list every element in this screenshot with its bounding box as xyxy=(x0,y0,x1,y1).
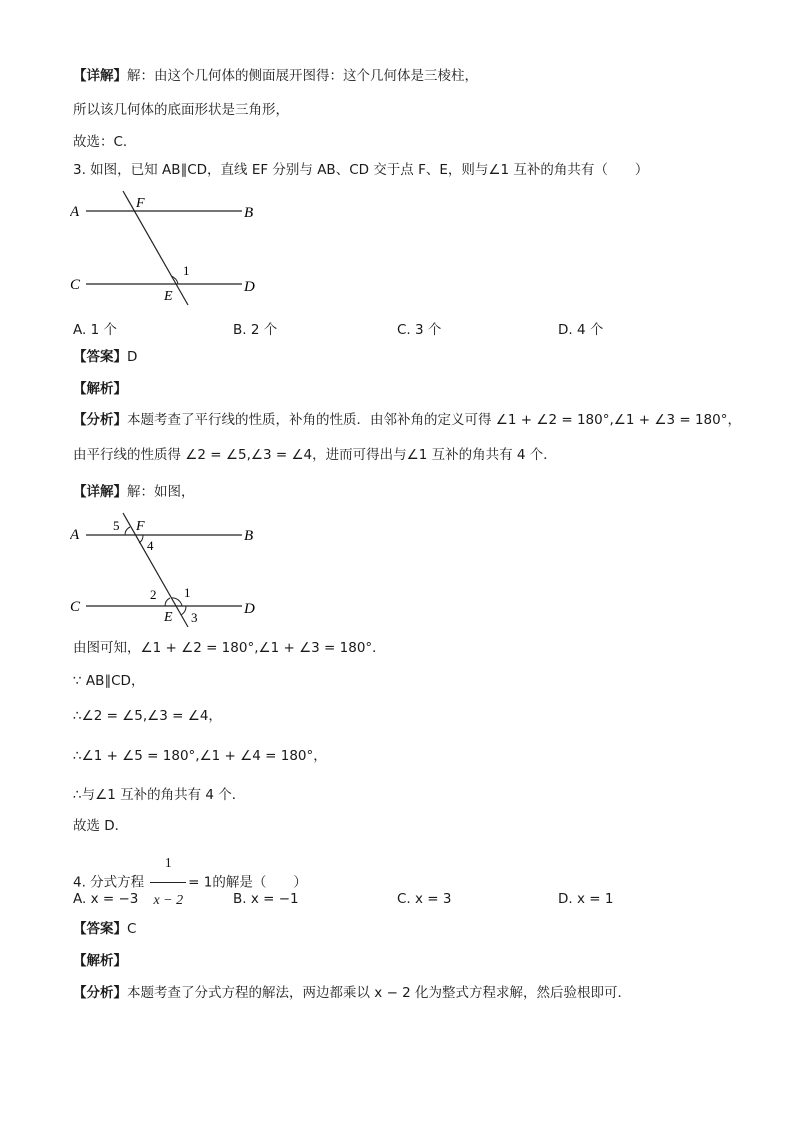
q3-option-c: C. 3 个 xyxy=(397,322,442,338)
q2-detail-line2: 所以该几何体的底面形状是三角形， xyxy=(73,102,289,118)
q4-fraction xyxy=(150,846,186,919)
fenxi-text: 本题考查了分式方程的解法，两边都乘以 x − 2 化为整式方程求解，然后验根即可． xyxy=(127,985,632,1001)
answer-value: D xyxy=(127,349,138,365)
label-f: F xyxy=(136,196,145,211)
label-c: C xyxy=(70,599,81,615)
q3-fenxi-line2: 由平行线的性质得 ∠2 = ∠5,∠3 = ∠4，进而可得出与∠1 互补的角共有 4 个． xyxy=(73,447,557,463)
q4-option-c: C. x = 3 xyxy=(397,891,452,907)
label-c: C xyxy=(70,277,81,293)
label-angle-4: 4 xyxy=(147,538,154,553)
q3-option-d: D. 4 个 xyxy=(558,322,604,338)
q4-stem-prefix: 4. 分式方程 xyxy=(73,874,145,891)
q3-stem: 3. 如图，已知 AB∥CD，直线 EF 分别与 AB、CD 交于点 F、E，则与∠1 互补的角共有（ ） xyxy=(73,162,649,178)
q3-step6: 故选 D． xyxy=(73,818,129,834)
q4-analysis-tag: 【解析】 xyxy=(73,953,127,969)
q4-fenxi xyxy=(73,984,631,1002)
detail-intro: 解：如图， xyxy=(127,484,195,500)
label-b: B xyxy=(244,528,254,544)
label-b: B xyxy=(244,205,254,221)
q4-option-b: B. x = −1 xyxy=(233,891,299,907)
q3-step1: 由图可知，∠1 + ∠2 = 180°,∠1 + ∠3 = 180°． xyxy=(73,640,386,656)
q2-detail-line3: 故选：C． xyxy=(73,134,137,150)
detail-tag: 【详解】 xyxy=(73,68,127,84)
fenxi-text-1: 本题考查了平行线的性质，补角的性质．由邻补角的定义可得 ∠1 + ∠2 = 180°,∠1 + ∠3 = 180°， xyxy=(127,412,741,428)
label-a: A xyxy=(70,204,80,220)
line-ef xyxy=(123,191,188,305)
q3-answer xyxy=(73,348,137,366)
angle-5-arc xyxy=(125,527,130,535)
answer-value: C xyxy=(127,921,137,937)
label-angle-5: 5 xyxy=(113,518,120,533)
label-f: F xyxy=(136,519,145,534)
angle-3-arc xyxy=(181,606,186,615)
label-angle-2: 2 xyxy=(150,587,157,602)
q4-option-a: A. x = −3 xyxy=(73,891,139,907)
q3-figure-1 xyxy=(70,188,270,308)
label-angle-1: 1 xyxy=(184,585,191,600)
q3-step2: ∵ AB∥CD， xyxy=(73,673,145,689)
label-a: A xyxy=(70,527,80,543)
fraction-denominator: x − 2 xyxy=(150,882,186,919)
q4-option-d: D. x = 1 xyxy=(558,891,614,907)
q3-step4: ∴∠1 + ∠5 = 180°,∠1 + ∠4 = 180°， xyxy=(73,748,327,764)
fenxi-tag: 【分析】 xyxy=(73,985,127,1001)
label-angle-3: 3 xyxy=(191,610,198,625)
answer-tag: 【答案】 xyxy=(73,349,127,365)
q3-figure-2 xyxy=(70,510,270,630)
q3-option-a: A. 1 个 xyxy=(73,322,117,338)
q3-step3: ∴∠2 = ∠5,∠3 = ∠4， xyxy=(73,708,222,724)
q2-detail-line1 xyxy=(73,67,478,85)
q3-analysis-tag: 【解析】 xyxy=(73,381,127,397)
label-d: D xyxy=(244,279,255,295)
fenxi-tag: 【分析】 xyxy=(73,412,127,428)
q3-option-b: B. 2 个 xyxy=(233,322,278,338)
detail-text: 解：由这个几何体的侧面展开图得：这个几何体是三棱柱， xyxy=(127,68,478,84)
answer-tag: 【答案】 xyxy=(73,921,127,937)
label-d: D xyxy=(244,601,255,617)
q4-stem-suffix: = 1的解是（ ） xyxy=(188,874,307,891)
q4-answer xyxy=(73,920,136,938)
fraction-numerator: 1 xyxy=(164,856,172,871)
q3-step5: ∴与∠1 互补的角共有 4 个． xyxy=(73,787,246,803)
line-ef xyxy=(123,513,188,627)
angle-2-arc xyxy=(165,598,170,606)
label-e: E xyxy=(164,610,173,625)
q3-fenxi-line1 xyxy=(73,411,741,429)
detail-tag: 【详解】 xyxy=(73,484,127,500)
q3-detail xyxy=(73,483,195,501)
label-e: E xyxy=(164,289,173,304)
label-angle-1: 1 xyxy=(183,263,190,278)
q4-stem xyxy=(73,846,307,919)
